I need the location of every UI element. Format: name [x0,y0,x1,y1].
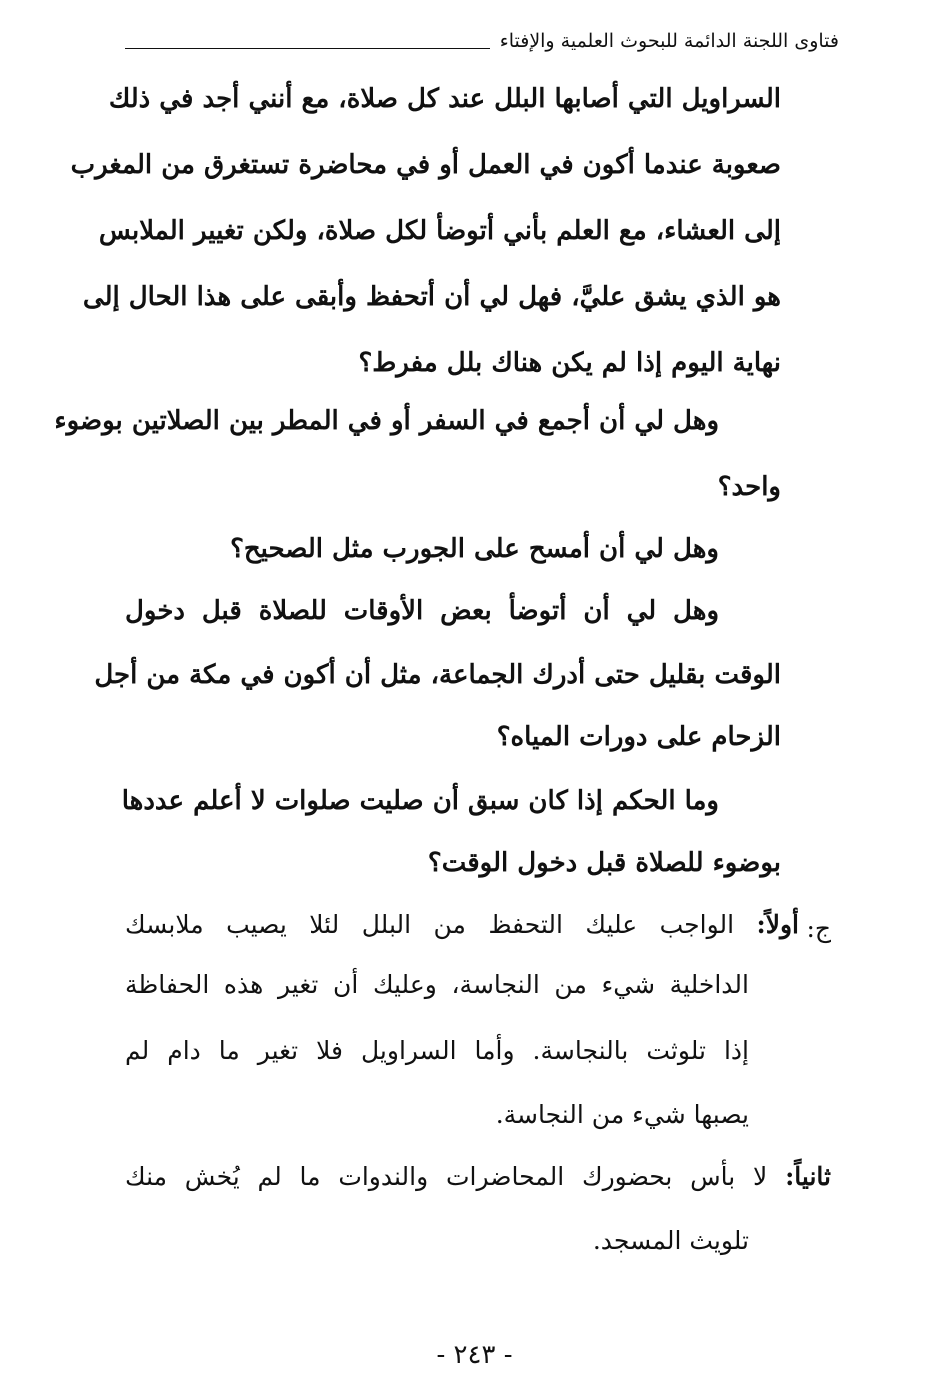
question-line: الزحام على دورات المياه؟ [496,722,781,752]
answer-second-text: لا بأس بحضورك المحاضرات والندوات ما لم يُخش منك [125,1162,768,1191]
answer-first-head: أولاً: [756,910,799,939]
answer-line: تلويث المسجد. [592,1226,749,1255]
running-header [125,30,839,52]
answer-line: إذا تلوثت بالنجاسة. وأما السراويل فلا تغير ما دام لم [125,1036,749,1065]
header-title: فتاوى اللجنة الدائمة للبحوث العلمية والإفتاء [499,30,839,52]
answer-second-head: ثانياً: [785,1162,831,1191]
question-line: واحد؟ [717,472,781,502]
answer-line: الداخلية شيء من النجاسة، وعليك أن تغير هذه الحفاظة [125,970,749,999]
question-line: وما الحكم إذا كان سبق أن صليت صلوات لا أعلم عددها [121,786,719,816]
question-line: الوقت بقليل حتى أدرك الجماعة، مثل أن أكون في مكة من أجل [94,660,781,690]
answer-line [125,910,799,939]
answer-first-text: الواجب عليك التحفظ من البلل لئلا يصيب ملابسك [125,910,735,939]
question-line: وهل لي أن أتوضأ بعض الأوقات للصلاة قبل دخول [125,596,719,626]
question-line: إلى العشاء، مع العلم بأني أتوضأ لكل صلاة، ولكن تغيير الملابس [98,216,781,246]
question-line: صعوبة عندما أكون في العمل أو في محاضرة تستغرق من المغرب [70,150,781,180]
question-line: وهل لي أن أجمع في السفر أو في المطر بين الصلاتين بوضوء [54,406,719,436]
question-line: بوضوء للصلاة قبل دخول الوقت؟ [427,848,781,878]
answer-line: يصبها شيء من النجاسة. [495,1100,749,1129]
question-line: السراويل التي أصابها البلل عند كل صلاة، مع أنني أجد في ذلك [108,84,781,114]
question-line: وهل لي أن أمسح على الجورب مثل الصحيح؟ [230,534,719,564]
page-number: - ٢٤٣ - [436,1340,513,1370]
answer-line [125,1162,831,1191]
answer-marker: ج: [806,914,831,943]
question-line: هو الذي يشق عليَّ، فهل لي أن أتحفظ وأبقى على هذا الحال إلى [82,282,781,312]
question-line: نهاية اليوم إذا لم يكن هناك بلل مفرط؟ [358,348,781,378]
header-rule [125,48,490,49]
